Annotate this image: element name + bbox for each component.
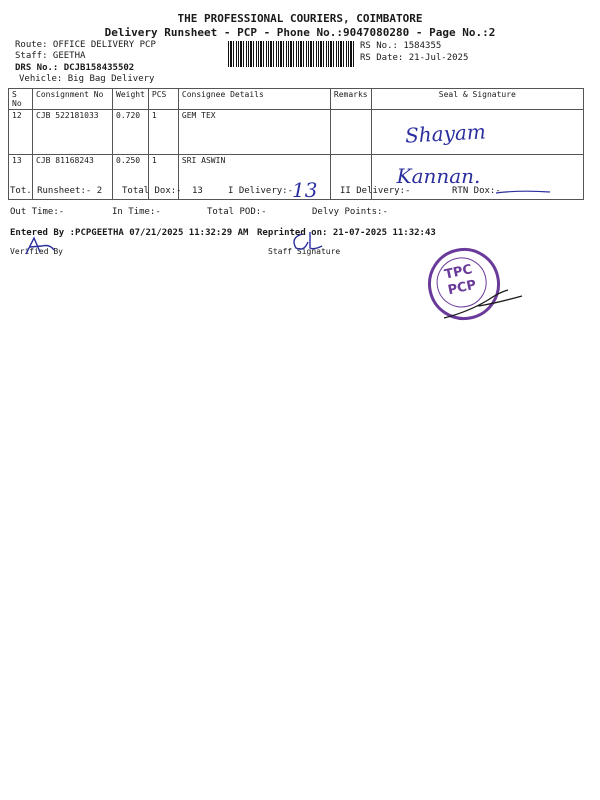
table-row [9, 110, 584, 155]
signature-handwriting: Shayam [404, 119, 486, 148]
cell-consignee: SRI ASWIN [178, 155, 330, 200]
vehicle-label: Vehicle: Big Bag Delivery [19, 74, 155, 84]
stamp-line-2: PCP [446, 277, 478, 299]
staff-label: Staff: GEETHA [15, 51, 86, 61]
reprinted-on: Reprinted on: 21-07-2025 11:32:43 [257, 228, 436, 238]
ii-delivery-label: II Delivery:- [340, 186, 411, 196]
barcode-image [228, 41, 356, 67]
staff-initials [288, 228, 328, 254]
col-header-remarks: Remarks [330, 89, 371, 110]
total-dox-value: 13 [192, 186, 203, 196]
company-title: THE PROFESSIONAL COURIERS, COIMBATORE [177, 12, 423, 25]
rtn-dox-label: RTN Dox:- [452, 186, 501, 196]
cell-sno: 12 [9, 110, 33, 155]
table-header-row [9, 89, 584, 110]
stamp-line-1: TPC [443, 262, 474, 283]
entered-by: Entered By :PCPGEETHA 07/21/2025 11:32:29 AM [10, 228, 249, 238]
pen-line [494, 188, 554, 196]
i-delivery-label: I Delivery:- [228, 186, 294, 196]
col-header-signature: Seal & Signature [371, 89, 583, 110]
signature-handwriting: Kannan. [396, 164, 481, 188]
col-header-consignee: Consignee Details [178, 89, 330, 110]
rs-date: RS Date: 21-Jul-2025 [360, 53, 469, 63]
rs-number: RS No.: 1584355 [360, 41, 442, 51]
i-delivery-handwriting: 13 [292, 178, 318, 202]
cell-weight: 0.250 [113, 155, 149, 200]
stamp-signature-scribble [438, 286, 528, 326]
out-time-label: Out Time:- [10, 207, 65, 217]
cell-sno: 13 [9, 155, 33, 200]
runsheet-title: Delivery Runsheet - PCP - Phone No.:9047080280 - Page No.:2 [104, 26, 496, 39]
cell-remarks [330, 110, 371, 155]
route-label: Route: OFFICE DELIVERY PCP [15, 40, 156, 50]
cell-consignment: CJB 522181033 [33, 110, 113, 155]
col-header-weight: Weight [113, 89, 149, 110]
cell-signature [371, 110, 583, 155]
total-pod-label: Total POD:- [207, 207, 267, 217]
drs-number: DRS No.: DCJB158435502 [15, 63, 135, 73]
verifier-initials [22, 234, 58, 258]
cell-pcs: 1 [148, 110, 178, 155]
cell-consignee: GEM TEX [178, 110, 330, 155]
in-time-label: In Time:- [112, 207, 161, 217]
col-header-sno: S No [9, 89, 33, 110]
delvy-points-label: Delvy Points:- [312, 207, 388, 217]
cell-pcs: 1 [148, 155, 178, 200]
col-header-pcs: PCS [148, 89, 178, 110]
cell-weight: 0.720 [113, 110, 149, 155]
verified-by-label: Verified By [10, 247, 63, 256]
staff-signature-label: Staff Signature [268, 247, 341, 256]
cell-consignment: CJB 81168243 [33, 155, 113, 200]
col-header-consignment: Consignment No [33, 89, 113, 110]
tot-runsheet: Tot. Runsheet:- 2 [10, 186, 103, 196]
total-dox-label: Total Dox:- [122, 186, 182, 196]
